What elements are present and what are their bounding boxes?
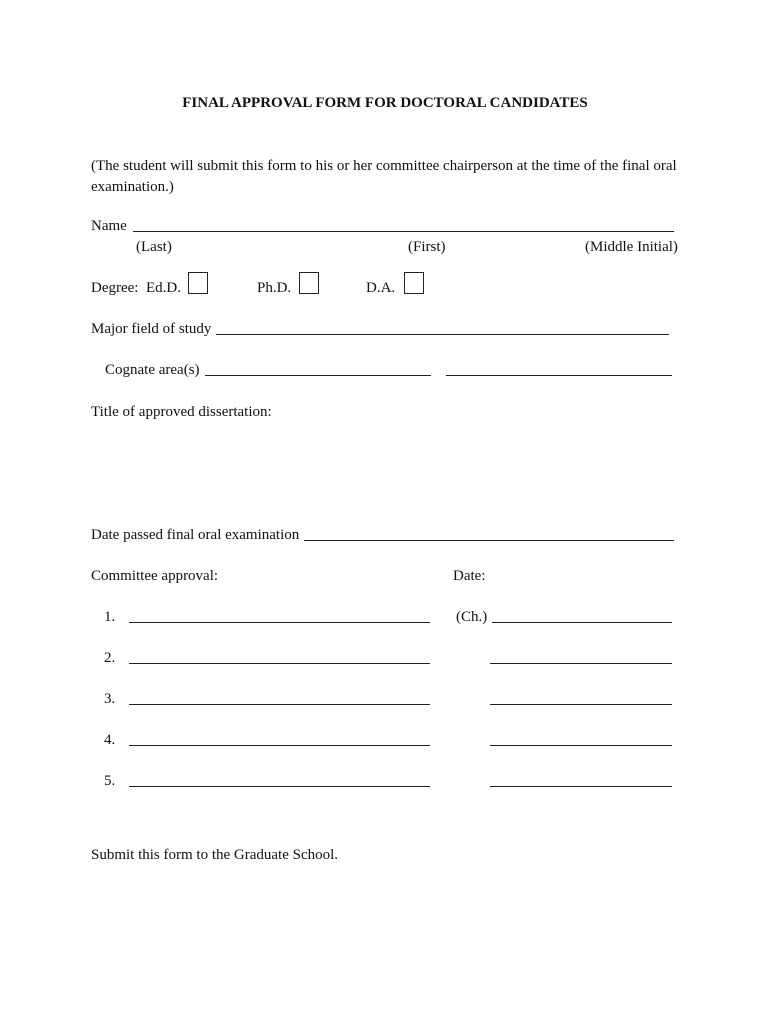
footer-instruction: Submit this form to the Graduate School.	[91, 847, 339, 863]
dissertation-title-area[interactable]	[91, 424, 674, 514]
member-1-date[interactable]	[492, 622, 672, 623]
member-4-number: 4.	[104, 732, 116, 748]
cognate-field-2[interactable]	[446, 375, 672, 376]
date-passed-field[interactable]	[304, 540, 674, 541]
degree-phd-label: Ph.D.	[257, 280, 292, 296]
degree-edd-checkbox[interactable]	[188, 272, 208, 294]
name-first-caption: (First)	[408, 239, 446, 255]
degree-phd-checkbox[interactable]	[299, 272, 319, 294]
member-1-signature[interactable]	[129, 622, 430, 623]
name-field[interactable]	[133, 231, 674, 232]
date-passed-label: Date passed final oral examination	[91, 527, 300, 543]
major-field[interactable]	[216, 334, 669, 335]
name-last-caption: (Last)	[136, 239, 172, 255]
date-column-label: Date:	[453, 568, 486, 584]
member-3-signature[interactable]	[129, 704, 430, 705]
chair-prefix: (Ch.)	[456, 609, 488, 625]
member-2-signature[interactable]	[129, 663, 430, 664]
member-4-date[interactable]	[490, 745, 672, 746]
committee-label: Committee approval:	[91, 568, 219, 584]
member-5-date[interactable]	[490, 786, 672, 787]
member-1-number: 1.	[104, 609, 116, 625]
name-label: Name	[91, 218, 127, 234]
cognate-label: Cognate area(s)	[105, 362, 200, 378]
dissertation-label: Title of approved dissertation:	[91, 404, 272, 420]
member-3-date[interactable]	[490, 704, 672, 705]
degree-edd-label: Ed.D.	[146, 280, 181, 296]
degree-da-label: D.A.	[366, 280, 396, 296]
member-5-number: 5.	[104, 773, 116, 789]
member-2-date[interactable]	[490, 663, 672, 664]
member-4-signature[interactable]	[129, 745, 430, 746]
member-3-number: 3.	[104, 691, 116, 707]
form-title: FINAL APPROVAL FORM FOR DOCTORAL CANDIDATES	[182, 95, 588, 111]
member-2-number: 2.	[104, 650, 116, 666]
intro-text: (The student will submit this form to his or her committee chairperson at the time of the final oral examination.)	[91, 158, 677, 195]
name-middle-caption: (Middle Initial)	[585, 239, 678, 255]
degree-da-checkbox[interactable]	[404, 272, 424, 294]
member-5-signature[interactable]	[129, 786, 430, 787]
major-label: Major field of study	[91, 321, 212, 337]
cognate-field-1[interactable]	[205, 375, 431, 376]
degree-label: Degree:	[91, 280, 139, 296]
